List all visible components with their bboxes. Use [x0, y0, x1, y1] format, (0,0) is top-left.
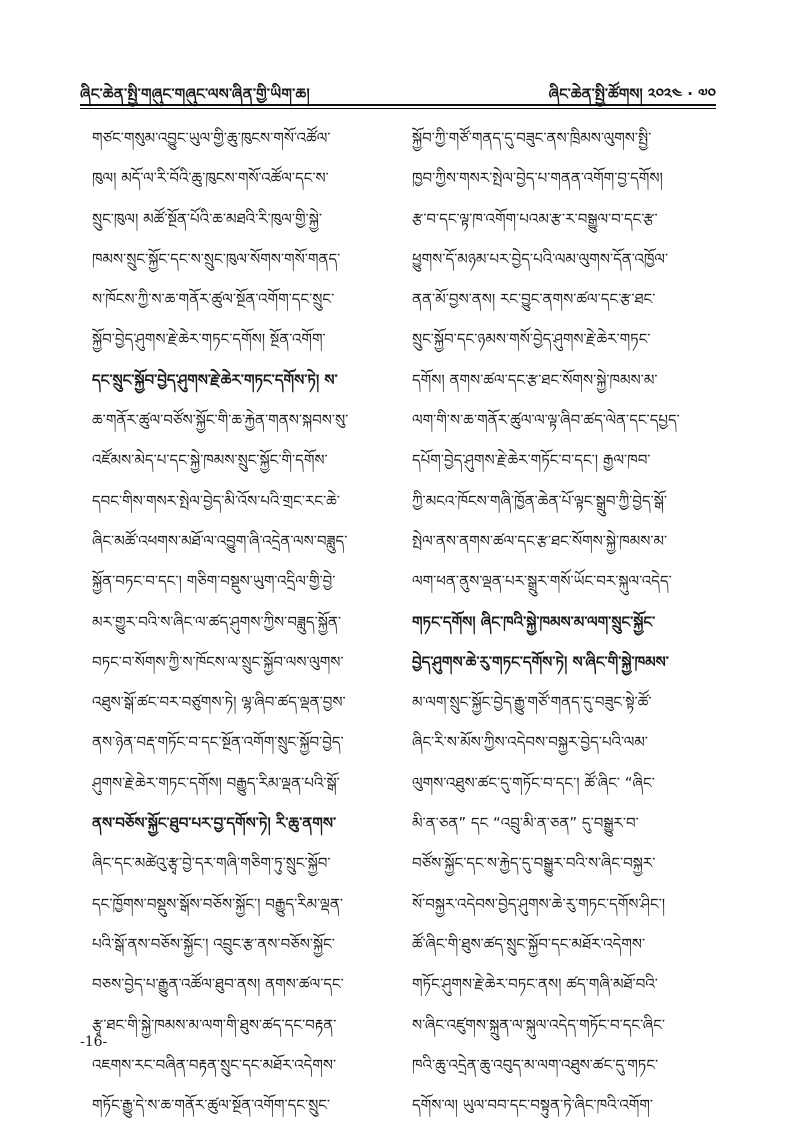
text-line: འཛོམས་མེད་པ་དང་སྐྱེ་ཁམས་སྲུང་སྐྱོང་གི་དགོས་: [92, 451, 328, 470]
text-line: སྐྱོབ་བྱེད་ཤུགས་རྗེ་ཆེར་གཏང་དགོས། སྔོན་འགོག་: [92, 330, 326, 349]
text-line: ཁའི་ཆུ་འདྲེན་ཆུ་འབུད་མ་ལག་འཐུས་ཚང་དུ་གཏང་: [412, 1055, 659, 1074]
text-line: བྱེད་ཤུགས་ཆེ་རུ་གཏང་དགོས་ཏེ། ས་ཞིང་གི་སྐྱེ་ཁམས་: [412, 652, 669, 671]
right-text-column: [412, 118, 702, 1125]
text-line: ཤུགས་རྗེ་ཆེར་གཏང་དགོས། བརྒྱུད་རིམ་ལྡན་པའི་སྒོ་: [92, 773, 340, 792]
text-line: སྲུང་སྐྱོབ་དང་ཉམས་གསོ་བྱེད་ཤུགས་རྗེ་ཆེར་གཏང་: [412, 330, 651, 349]
text-line: ཁམས་སྲུང་སྐྱོང་དང་ས་སྲུང་ཁུལ་སོགས་གསོ་གནད་: [92, 249, 341, 268]
text-line: སྐྱོབ་ཀྱི་གཙོ་གནད་དུ་བཟུང་ནས་ཁྲིམས་ལུགས་སྤྱི་: [412, 129, 652, 147]
text-line: དང་ཁྱོགས་བསྡུས་སྒོས་བཅོས་སྐྱོང་། བརྒྱུད་རིམ་ལྡན་: [92, 894, 343, 913]
text-line: ལུགས་འཐུས་ཚང་དུ་གཏོང་བ་དང་། ཚོ་ཞིང་ “ཞིང་: [412, 773, 655, 792]
text-line: དབང་གིས་གསར་སྤེལ་བྱེད་མི་འོས་པའི་གྲང་རང་ཆེ་: [92, 491, 340, 510]
page-number: -16-: [80, 1034, 108, 1050]
text-line: ནས་ཉེན་བརྡ་གཏོང་བ་དང་སྔོན་འགོག་སྲུང་སྐྱོབ་བྱེད་: [92, 733, 344, 752]
text-line: མ་ལག་སྲུང་སྐྱོང་བྱེད་རྒྱུ་གཙོ་གནད་དུ་བཟུང་སྟེ་ཚོ་: [412, 693, 652, 712]
text-line: རྩ་བ་དང་ལྟ་ཁ་འགོག་པའམ་རྩ་ར་བསྒྱུལ་བ་དང་རྩ་: [412, 209, 658, 228]
text-line: གཙང་གསུམ་འབྱུང་ཡུལ་གྱི་ཆུ་ཁུངས་གསོ་འཚོལ་: [92, 129, 331, 147]
text-line: གཏང་དགོས། ཞིང་ཁའི་སྐྱེ་ཁམས་མ་ལག་སྲུང་སྐྱོང་: [412, 612, 656, 631]
text-line: གཏོང་ཤུགས་རྗེ་ཆེར་བཏང་ནས། ཚད་གཞི་མཐོ་བའི་: [412, 975, 658, 994]
text-line: ཞིང་དང་མཚེའུ་རྩྭ་བྱེ་དར་གཞི་གཅིག་ཏུ་སྲུང་སྐྱོབ་: [92, 854, 331, 873]
text-line: བཏང་བ་སོགས་ཀྱི་ས་ཁོངས་ལ་སྲུང་སྐྱོབ་ལས་ལུགས་: [92, 652, 344, 671]
text-line: སྤེལ་ནས་ནགས་ཚལ་དང་རྩ་ཐང་སོགས་སྐྱེ་ཁམས་མ་: [412, 531, 668, 550]
text-line: དང་སྲུང་སྐྱོབ་བྱེད་ཤུགས་རྗེ་ཆེར་གཏང་དགོས་ཏེ། ས་: [92, 370, 338, 389]
header-rule-thin: [80, 108, 716, 109]
header-rule-thick: [80, 104, 716, 106]
left-text-column: [92, 118, 382, 1125]
text-line: དགོས། ནགས་ཚལ་དང་རྩ་ཐང་སོགས་སྐྱེ་ཁམས་མ་: [412, 370, 658, 389]
text-line: ནན་མོ་བྱས་ནས། རང་བྱུང་ནགས་ཚལ་དང་རྩ་ཐང་: [412, 290, 656, 309]
text-line: ལག་གི་ས་ཆ་གནོར་ཚུལ་ལ་ལྟ་ཞིབ་ཚད་ལེན་དང་དཔྱད་: [412, 411, 680, 430]
text-line: ནས་བཅོས་སྐྱོང་ཐུབ་པར་བྱ་དགོས་ཏེ། རི་ཆུ་ནགས་: [92, 814, 337, 833]
text-line: ཆ་གནོར་ཚུལ་བཙོས་སྐྱོང་གི་ཆ་རྐྱེན་གནས་སྐབས་སུ་: [92, 411, 349, 430]
text-line: ས་ཁོངས་ཀྱི་ས་ཆ་གནོར་ཚུལ་སྔོན་འགོག་དང་སྲུང་: [92, 290, 335, 309]
text-line: མི་ན་ཅན” དང “འབྲུ་མི་ན་ཅན” དུ་བསྒྱུར་བ་: [412, 814, 639, 833]
text-line: ཞིང་རི་ས་མོས་ཀྱིས་འདེབས་བསྐྱར་བྱེད་པའི་ལམ་: [412, 733, 649, 752]
text-line: ས་ཞིང་འཛུགས་སྐྲུན་ལ་སྐུལ་འདེད་གཏོང་བ་དང་ཞིང་: [412, 1015, 666, 1034]
text-line: པའི་སྒོ་ནས་བཅོས་སྐྱོང་། འབྲུང་རྩ་ནས་བཅོས་སྐྱོང་: [92, 934, 335, 953]
header-left-title: ཞིང་ཆེན་སྤྱི་གཞུང་གཞུང་ལས་ཞིན་གྱི་ཡིག་ཆ།: [80, 85, 310, 103]
text-line: ཀྱི་མངའ་ཁོངས་གཞི་ཁྱོན་ཆེན་པོ་ལྟང་སྒྲུབ་ཀྱི་བྱེད་སྒོ་: [412, 491, 668, 510]
text-line: རྩྭ་ཐང་གི་སྐྱེ་ཁམས་མ་ལག་གི་ཐུས་ཚད་དང་བརྟན་: [92, 1015, 337, 1034]
text-line: ཞིང་མཚོ་འཕགས་མཐོ་ལ་འབྱུག་ཞི་འདྲེན་ལས་བཟླུད་: [92, 531, 348, 550]
text-line: ཚོ་ཞིང་གི་ཐུས་ཚད་སྲུང་སྐྱོབ་དང་མཐོར་འདེགས་: [412, 934, 646, 953]
text-line: ཁུལ། མདོ་ལ་རི་བོའི་ཆུ་ཁུངས་གསོ་འཚོལ་དང་ས་: [92, 169, 329, 188]
text-line: བཅས་བྱེད་པ་རྒྱུན་འཚོལ་ཐུབ་ནས། ནགས་ཚལ་དང་: [92, 975, 344, 994]
text-line: ཕྱུགས་དོ་མཉམ་པར་བྱེད་པའི་ལམ་ལུགས་དོན་འཁྱོལ་: [412, 249, 669, 268]
text-line: སྐྱོན་བཏང་བ་དང་། གཅིག་བསྡུས་ཡུག་འདྲིལ་གྱི་བྱེ་: [92, 572, 336, 591]
header-right-title: ཞིང་ཆེན་སྤྱི་ཚོགས། ༢༠༢༤ · ༧༠: [548, 85, 716, 103]
text-line: གཏོང་རྒྱུ་དེ་ས་ཆ་གནོར་ཚུལ་སྔོན་འགོག་དང་སྲུང་: [92, 1096, 331, 1115]
text-line: འཇགས་རང་བཞིན་བརྟན་སྲུང་དང་མཐོར་འདེགས་: [92, 1055, 337, 1074]
text-line: སོ་བསྐྱར་འདེབས་བྱེད་ཤུགས་ཆེ་རུ་གཏང་དགོས་ཤིང་།: [412, 894, 666, 913]
text-line: ཁྱབ་ཀྱིས་གསར་སྤེལ་བྱེད་པ་གནན་འགོག་བྱ་དགོས།: [412, 169, 663, 188]
text-line: བཙོས་སྐྱོང་དང་ས་རྐྱེད་དུ་བསྒྱུར་བའི་ས་ཞིང་བསྐྱར་: [412, 854, 656, 873]
text-line: ལག་ཕན་ནུས་ལྡན་པར་སྒྲུར་གསོ་ཡོང་བར་སྐུལ་འདེད་: [412, 572, 672, 591]
running-header: [80, 76, 716, 103]
text-line: འཐུས་སྒོ་ཚང་བར་བཙུགས་ཏེ། ལྷ་ཞིབ་ཚད་ལྡན་བྱས་: [92, 693, 346, 712]
text-line: མར་གྱུར་བའི་ས་ཞིང་ལ་ཚད་ཤུགས་ཀྱིས་བཟླུད་སྐྱོན་: [92, 612, 342, 631]
text-line: སྲུང་ཁུལ། མཚོ་སྔོན་པོའི་ཆ་མཐའི་རི་ཁུལ་གྱི་སྐྱེ་: [92, 209, 322, 228]
text-line: དགོས་ལ། ཡུལ་བབ་དང་བསྟུན་ཏེ་ཞིང་ཁའི་འགོག་: [412, 1096, 654, 1115]
text-line: དཔོག་བྱེད་ཤུགས་རྗེ་ཆེར་གཏོང་བ་དང་། རྒྱལ་ཁབ་: [412, 451, 651, 470]
